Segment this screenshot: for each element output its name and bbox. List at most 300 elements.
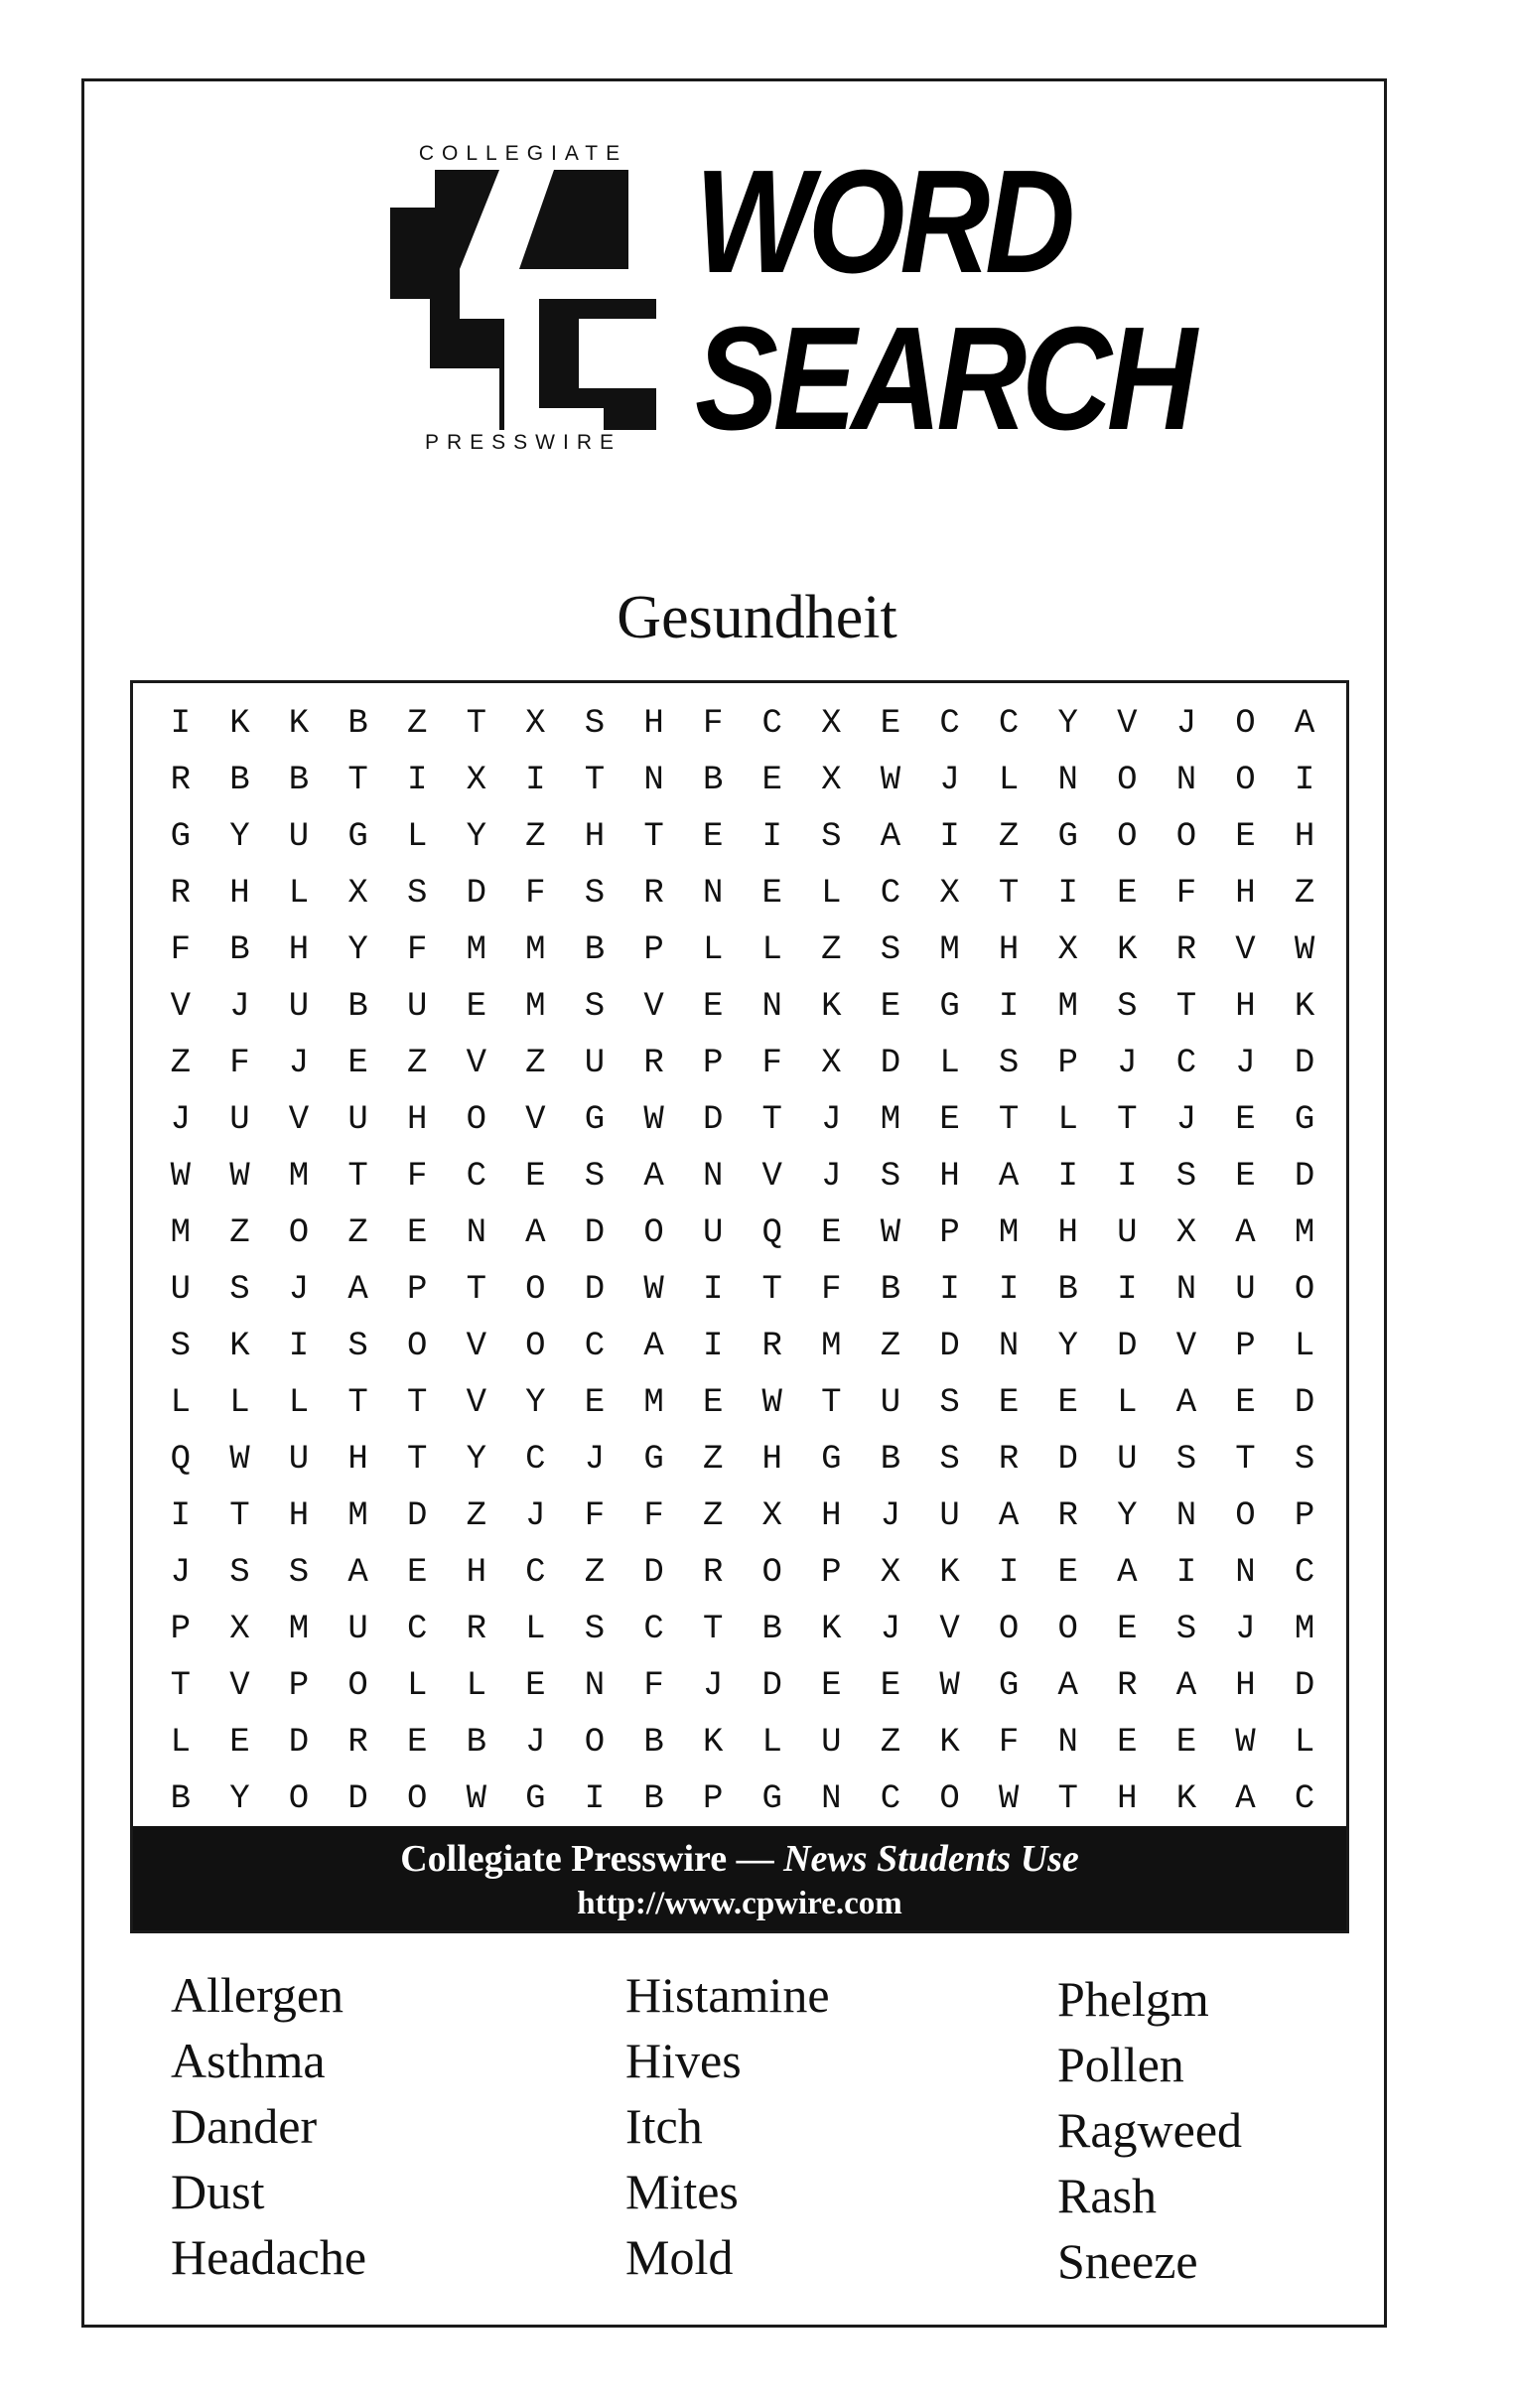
grid-letter: O — [525, 1270, 546, 1309]
grid-letter: B — [170, 1779, 191, 1818]
grid-letter: I — [1294, 761, 1315, 799]
grid-letter: S — [170, 1327, 191, 1365]
grid-letter: Z — [584, 1553, 606, 1592]
grid-letter: J — [880, 1496, 901, 1535]
grid-letter: Z — [821, 930, 842, 969]
grid-letter: J — [584, 1440, 606, 1479]
word-list-item: Itch — [625, 2098, 703, 2154]
word-list-item: Phelgm — [1057, 1971, 1209, 2027]
word-list-item: Histamine — [625, 1967, 830, 2023]
word-list-item: Pollen — [1057, 2037, 1184, 2092]
grid-letter: W — [1294, 930, 1315, 969]
grid-letter: O — [939, 1779, 960, 1818]
grid-letter: D — [1294, 1383, 1315, 1422]
grid-letter: N — [702, 1157, 724, 1196]
grid-letter: R — [1117, 1666, 1138, 1705]
grid-letter: A — [1057, 1666, 1078, 1705]
grid-row — [151, 1601, 1334, 1657]
grid-letter: P — [702, 1044, 724, 1082]
grid-letter: T — [998, 1100, 1020, 1139]
grid-letter: H — [288, 930, 310, 969]
grid-letter: S — [406, 874, 428, 913]
grid-letter: S — [998, 1044, 1020, 1082]
grid-letter: W — [643, 1270, 664, 1309]
grid-letter: D — [939, 1327, 960, 1365]
grid-letter: E — [761, 874, 782, 913]
grid-letter: H — [643, 704, 664, 743]
grid-letter: E — [1235, 1383, 1256, 1422]
grid-letter: T — [643, 817, 664, 856]
grid-letter: S — [584, 1610, 606, 1648]
grid-row — [151, 1657, 1334, 1714]
grid-letter: S — [821, 817, 842, 856]
grid-letter: A — [1235, 1213, 1256, 1252]
grid-letter: B — [347, 704, 368, 743]
grid-letter: Y — [1117, 1496, 1138, 1535]
grid-letter: W — [939, 1666, 960, 1705]
grid-letter: N — [1175, 1496, 1197, 1535]
grid-letter: V — [1117, 704, 1138, 743]
grid-letter: H — [288, 1496, 310, 1535]
grid-letter: O — [1117, 817, 1138, 856]
grid-letter: A — [1175, 1383, 1197, 1422]
grid-letter: F — [702, 704, 724, 743]
grid-letter: B — [1057, 1270, 1078, 1309]
grid-letter: J — [702, 1666, 724, 1705]
grid-letter: X — [525, 704, 546, 743]
grid-letter: P — [702, 1779, 724, 1818]
grid-letter: T — [170, 1666, 191, 1705]
grid-letter: B — [761, 1610, 782, 1648]
grid-letter: L — [998, 761, 1020, 799]
grid-letter: I — [1057, 1157, 1078, 1196]
grid-letter: Y — [525, 1383, 546, 1422]
grid-letter: U — [821, 1723, 842, 1762]
grid-letter: U — [1117, 1213, 1138, 1252]
grid-letter: I — [939, 1270, 960, 1309]
word-list-item: Ragweed — [1057, 2102, 1243, 2158]
grid-letter: C — [466, 1157, 486, 1196]
grid-letter: M — [525, 987, 546, 1026]
grid-letter: B — [229, 761, 250, 799]
banner-publisher: Collegiate Presswire — — [400, 1838, 784, 1880]
grid-letter: J — [288, 1044, 310, 1082]
grid-letter: P — [1294, 1496, 1315, 1535]
word-search-grid-box — [130, 680, 1349, 1933]
grid-letter: E — [1235, 1100, 1256, 1139]
grid-letter: F — [406, 1157, 428, 1196]
grid-letter: M — [466, 930, 486, 969]
word-list-item: Rash — [1057, 2168, 1157, 2223]
grid-letter: D — [1294, 1666, 1315, 1705]
grid-letter: L — [1117, 1383, 1138, 1422]
grid-letter: D — [1294, 1044, 1315, 1082]
grid-letter: E — [406, 1553, 428, 1592]
grid-letter: W — [643, 1100, 664, 1139]
grid-letter: F — [584, 1496, 606, 1535]
grid-letter: N — [1235, 1553, 1256, 1592]
grid-letter: Z — [702, 1440, 724, 1479]
grid-letter: N — [998, 1327, 1020, 1365]
grid-row — [151, 1204, 1334, 1261]
word-list-item: Dust — [171, 2164, 265, 2219]
grid-letter: T — [347, 1157, 368, 1196]
grid-letter: A — [525, 1213, 546, 1252]
grid-letter: J — [1175, 704, 1197, 743]
grid-letter: T — [1235, 1440, 1256, 1479]
grid-letter: T — [584, 761, 606, 799]
grid-letter: U — [347, 1610, 368, 1648]
grid-letter: H — [939, 1157, 960, 1196]
grid-letter: O — [406, 1779, 428, 1818]
grid-letter: Z — [347, 1213, 368, 1252]
grid-letter: C — [643, 1610, 664, 1648]
grid-letter: O — [525, 1327, 546, 1365]
grid-letter: E — [880, 704, 901, 743]
grid-letter: K — [821, 1610, 842, 1648]
grid-letter: J — [1175, 1100, 1197, 1139]
grid-letter: C — [880, 1779, 901, 1818]
grid-letter: V — [1235, 930, 1256, 969]
grid-letter: S — [229, 1270, 250, 1309]
grid-letter: S — [584, 987, 606, 1026]
grid-row — [151, 1431, 1334, 1487]
grid-letter: J — [939, 761, 960, 799]
grid-letter: D — [1117, 1327, 1138, 1365]
grid-letter: W — [880, 761, 901, 799]
grid-row — [151, 695, 1334, 752]
grid-letter: Y — [229, 1779, 250, 1818]
grid-letter: C — [880, 874, 901, 913]
grid-letter: I — [998, 1553, 1020, 1592]
word-list-item: Allergen — [171, 1967, 344, 2023]
grid-letter: D — [702, 1100, 724, 1139]
grid-letter: E — [525, 1666, 546, 1705]
grid-letter: M — [939, 930, 960, 969]
banner-url: http://www.cpwire.com — [577, 1886, 902, 1921]
grid-letter: O — [998, 1610, 1020, 1648]
grid-letter: X — [821, 704, 842, 743]
grid-letter: X — [347, 874, 368, 913]
grid-letter: U — [1235, 1270, 1256, 1309]
grid-letter: B — [880, 1440, 901, 1479]
grid-letter: S — [1294, 1440, 1315, 1479]
grid-letter: L — [1294, 1723, 1315, 1762]
heading-line-search: SEARCH — [695, 297, 1192, 461]
grid-letter: G — [1057, 817, 1078, 856]
word-list-item: Headache — [171, 2229, 367, 2285]
grid-letter: K — [1175, 1779, 1197, 1818]
grid-letter: A — [643, 1157, 664, 1196]
grid-letter: S — [880, 1157, 901, 1196]
grid-letter: P — [643, 930, 664, 969]
grid-letter: T — [406, 1440, 428, 1479]
grid-letter: V — [1175, 1327, 1197, 1365]
grid-letter: L — [229, 1383, 250, 1422]
grid-letter: A — [1235, 1779, 1256, 1818]
grid-letter: R — [643, 1044, 664, 1082]
grid-letter: U — [1117, 1440, 1138, 1479]
grid-row — [151, 1544, 1334, 1601]
grid-letter: B — [643, 1779, 664, 1818]
grid-letter: S — [584, 874, 606, 913]
grid-letter: T — [1175, 987, 1197, 1026]
grid-letter: E — [1117, 1723, 1138, 1762]
grid-letter: W — [466, 1779, 486, 1818]
grid-letter: E — [229, 1723, 250, 1762]
grid-letter: O — [288, 1213, 310, 1252]
grid-letter: F — [525, 874, 546, 913]
grid-letter: E — [1117, 874, 1138, 913]
grid-letter: O — [1175, 817, 1197, 856]
grid-letter: R — [761, 1327, 782, 1365]
grid-letter: F — [406, 930, 428, 969]
grid-letter: S — [288, 1553, 310, 1592]
grid-letter: P — [939, 1213, 960, 1252]
grid-letter: L — [761, 1723, 782, 1762]
grid-letter: S — [939, 1440, 960, 1479]
grid-letter: P — [406, 1270, 428, 1309]
grid-letter: N — [584, 1666, 606, 1705]
word-search-heading — [695, 140, 1211, 461]
grid-letter: L — [288, 874, 310, 913]
grid-letter: X — [821, 761, 842, 799]
word-list-item: Mites — [625, 2164, 739, 2219]
grid-letter: D — [880, 1044, 901, 1082]
grid-letter: Q — [761, 1213, 782, 1252]
grid-letter: R — [1057, 1496, 1078, 1535]
grid-letter: H — [998, 930, 1020, 969]
grid-letter: T — [1117, 1100, 1138, 1139]
grid-letter: C — [1294, 1553, 1315, 1592]
grid-letter: Z — [170, 1044, 191, 1082]
grid-letter: B — [643, 1723, 664, 1762]
puzzle-title: Gesundheit — [617, 584, 897, 651]
grid-letter: Y — [466, 817, 486, 856]
logo-top-text: COLLEGIATE — [418, 142, 628, 165]
grid-letter: O — [643, 1213, 664, 1252]
grid-letter: N — [702, 874, 724, 913]
grid-letter: E — [466, 987, 486, 1026]
grid-letter: A — [347, 1270, 368, 1309]
grid-letter: H — [466, 1553, 486, 1592]
grid-letter: S — [584, 1157, 606, 1196]
logo-bottom-text: PRESSWIRE — [424, 431, 622, 454]
grid-letter: Z — [880, 1723, 901, 1762]
grid-letter: T — [702, 1610, 724, 1648]
grid-letter: E — [702, 987, 724, 1026]
grid-letter: I — [170, 1496, 191, 1535]
grid-row — [151, 1261, 1334, 1318]
grid-letter: X — [821, 1044, 842, 1082]
grid-letter: E — [939, 1100, 960, 1139]
grid-letter: F — [229, 1044, 250, 1082]
grid-letter: I — [761, 817, 782, 856]
grid-letter: L — [525, 1610, 546, 1648]
grid-letter: T — [761, 1100, 782, 1139]
grid-letter: E — [525, 1157, 546, 1196]
grid-letter: T — [229, 1496, 250, 1535]
grid-letter: H — [1294, 817, 1315, 856]
grid-letter: R — [347, 1723, 368, 1762]
grid-letter: C — [584, 1327, 606, 1365]
grid-letter: O — [406, 1327, 428, 1365]
grid-letter: C — [1294, 1779, 1315, 1818]
grid-letter: L — [170, 1383, 191, 1422]
word-list-column — [625, 1962, 830, 2290]
grid-letter: Z — [229, 1213, 250, 1252]
grid-row — [151, 1035, 1334, 1091]
grid-letter: Z — [702, 1496, 724, 1535]
grid-letter: K — [1117, 930, 1138, 969]
grid-letter: D — [584, 1270, 606, 1309]
grid-letter: I — [939, 817, 960, 856]
heading-line-word: WORD — [695, 140, 1070, 304]
grid-letter: O — [761, 1553, 782, 1592]
grid-letter: L — [1057, 1100, 1078, 1139]
grid-letter: E — [1057, 1383, 1078, 1422]
grid-letter: B — [880, 1270, 901, 1309]
grid-letter: X — [939, 874, 960, 913]
grid-letter: G — [998, 1666, 1020, 1705]
grid-letter: I — [998, 987, 1020, 1026]
grid-letter: I — [702, 1327, 724, 1365]
grid-letter: I — [288, 1327, 310, 1365]
grid-letter: Z — [998, 817, 1020, 856]
grid-letter: W — [998, 1779, 1020, 1818]
letter-grid — [151, 695, 1334, 1827]
grid-letter: W — [1235, 1723, 1256, 1762]
grid-letter: O — [466, 1100, 486, 1139]
grid-letter: N — [466, 1213, 486, 1252]
grid-letter: U — [702, 1213, 724, 1252]
grid-row — [151, 1771, 1334, 1827]
grid-letter: O — [347, 1666, 368, 1705]
grid-letter: J — [1117, 1044, 1138, 1082]
grid-letter: O — [288, 1779, 310, 1818]
grid-letter: S — [1175, 1610, 1197, 1648]
grid-letter: E — [1175, 1723, 1197, 1762]
grid-letter: Z — [880, 1327, 901, 1365]
grid-letter: E — [406, 1723, 428, 1762]
grid-letter: R — [702, 1553, 724, 1592]
grid-letter: J — [170, 1100, 191, 1139]
grid-row — [151, 865, 1334, 921]
grid-letter: E — [880, 987, 901, 1026]
footer-banner — [133, 1826, 1346, 1930]
grid-letter: J — [288, 1270, 310, 1309]
word-list-item: Dander — [171, 2098, 318, 2154]
grid-letter: L — [170, 1723, 191, 1762]
grid-row — [151, 1091, 1334, 1148]
grid-letter: U — [229, 1100, 250, 1139]
grid-letter: U — [288, 1440, 310, 1479]
grid-letter: S — [584, 704, 606, 743]
grid-letter: Q — [170, 1440, 191, 1479]
grid-letter: B — [288, 761, 310, 799]
grid-letter: K — [1294, 987, 1315, 1026]
grid-letter: P — [1235, 1327, 1256, 1365]
grid-row — [151, 1487, 1334, 1544]
collegiate-presswire-logo — [390, 142, 656, 455]
grid-letter: K — [939, 1723, 960, 1762]
grid-letter: B — [466, 1723, 486, 1762]
grid-letter: Y — [1057, 1327, 1078, 1365]
banner-slogan: News Students Use — [783, 1838, 1079, 1880]
grid-letter: X — [229, 1610, 250, 1648]
grid-letter: G — [170, 817, 191, 856]
grid-row — [151, 1148, 1334, 1204]
grid-row — [151, 978, 1334, 1035]
grid-letter: L — [288, 1383, 310, 1422]
grid-letter: F — [761, 1044, 782, 1082]
grid-letter: W — [170, 1157, 191, 1196]
banner-tagline — [133, 1826, 1346, 1878]
grid-letter: E — [702, 817, 724, 856]
grid-letter: J — [880, 1610, 901, 1648]
grid-letter: W — [229, 1440, 250, 1479]
grid-letter: S — [880, 930, 901, 969]
grid-letter: C — [525, 1440, 546, 1479]
grid-letter: S — [1175, 1440, 1197, 1479]
grid-letter: R — [643, 874, 664, 913]
grid-letter: F — [1175, 874, 1197, 913]
word-list-column — [171, 1962, 366, 2290]
grid-letter: Z — [466, 1496, 486, 1535]
grid-letter: R — [466, 1610, 486, 1648]
grid-letter: G — [761, 1779, 782, 1818]
grid-letter: O — [1235, 704, 1256, 743]
grid-row — [151, 1318, 1334, 1374]
grid-letter: H — [761, 1440, 782, 1479]
grid-letter: Z — [525, 1044, 546, 1082]
grid-letter: B — [584, 930, 606, 969]
grid-letter: E — [406, 1213, 428, 1252]
grid-letter: T — [347, 1383, 368, 1422]
grid-letter: E — [347, 1044, 368, 1082]
grid-letter: D — [1057, 1440, 1078, 1479]
grid-letter: K — [229, 1327, 250, 1365]
grid-letter: G — [939, 987, 960, 1026]
grid-letter: X — [880, 1553, 901, 1592]
grid-letter: X — [761, 1496, 782, 1535]
grid-letter: J — [525, 1723, 546, 1762]
grid-letter: L — [702, 930, 724, 969]
grid-letter: G — [821, 1440, 842, 1479]
grid-letter: W — [761, 1383, 782, 1422]
grid-letter: T — [466, 1270, 486, 1309]
grid-letter: L — [1294, 1327, 1315, 1365]
grid-letter: F — [643, 1496, 664, 1535]
grid-letter: P — [170, 1610, 191, 1648]
grid-letter: O — [584, 1723, 606, 1762]
grid-letter: K — [821, 987, 842, 1026]
grid-letter: E — [1235, 1157, 1256, 1196]
grid-letter: D — [761, 1666, 782, 1705]
grid-letter: L — [821, 874, 842, 913]
grid-letter: A — [1117, 1553, 1138, 1592]
grid-letter: K — [939, 1553, 960, 1592]
grid-letter: B — [347, 987, 368, 1026]
grid-letter: W — [880, 1213, 901, 1252]
grid-letter: C — [525, 1553, 546, 1592]
grid-letter: T — [998, 874, 1020, 913]
grid-letter: A — [1175, 1666, 1197, 1705]
grid-letter: S — [1175, 1157, 1197, 1196]
grid-letter: E — [880, 1666, 901, 1705]
grid-letter: D — [466, 874, 486, 913]
grid-letter: C — [998, 704, 1020, 743]
